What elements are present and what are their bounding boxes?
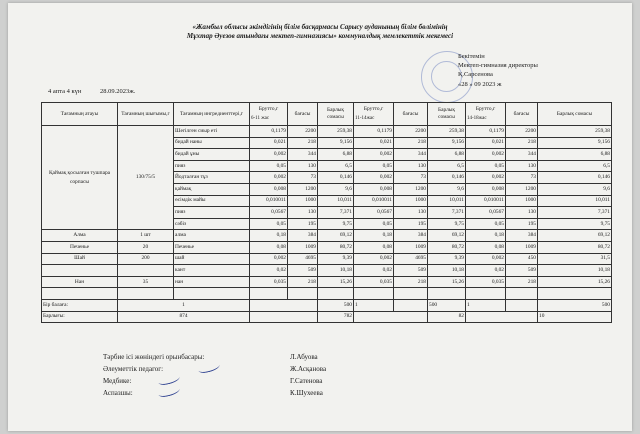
table-cell: 0,08: [354, 241, 394, 253]
table-cell: 0,0567: [466, 207, 506, 219]
handwritten-signature: [157, 385, 180, 398]
dish-yield: 35: [118, 276, 174, 288]
table-cell: 0,002: [354, 253, 394, 265]
table-row: [42, 126, 612, 138]
table-cell: 0,146: [538, 172, 612, 184]
table-cell: 0,05: [466, 218, 506, 230]
table-cell: 9,39: [318, 253, 354, 265]
signature-role-3: Медбике:: [103, 377, 132, 385]
table-cell: 0,1179: [354, 126, 394, 138]
signature-role-4: Аспазшы:: [103, 389, 133, 397]
table-cell: [506, 299, 538, 311]
table-cell: 2200: [288, 126, 318, 138]
table-cell: 0,02: [466, 265, 506, 277]
table-cell: 0,021: [354, 137, 394, 149]
handwritten-signature: [197, 361, 220, 374]
table-cell: 0,002: [466, 149, 506, 161]
column-header: бағасы: [288, 103, 318, 126]
age-group-label: 11-14жас: [355, 116, 375, 121]
table-cell: 0,08: [466, 241, 506, 253]
dish-name: Шай: [42, 253, 118, 265]
table-cell: 384: [394, 230, 428, 242]
column-header: бағасы: [506, 103, 538, 126]
table-cell: 9,6: [428, 183, 466, 195]
table-cell: 0,18: [250, 230, 288, 242]
table-cell: қаймақ: [174, 183, 250, 195]
table-cell: 1200: [288, 183, 318, 195]
table-cell: [466, 288, 506, 300]
table-cell: 4695: [394, 253, 428, 265]
table-cell: 80,72: [538, 241, 612, 253]
table-cell: 218: [288, 276, 318, 288]
table-cell: 384: [506, 230, 538, 242]
table-cell: 9,156: [318, 137, 354, 149]
table-cell: [118, 288, 174, 300]
table-cell: 7,371: [318, 207, 354, 219]
table-cell: 9,156: [428, 137, 466, 149]
table-cell: 384: [288, 230, 318, 242]
table-cell: 2200: [394, 126, 428, 138]
approval-name: Қ.Сарсенова: [458, 71, 493, 78]
dish-name: Нан: [42, 276, 118, 288]
table-cell: 2200: [506, 126, 538, 138]
table-row: [42, 288, 612, 300]
table-cell: 15,26: [538, 276, 612, 288]
menu-date: 28.09.2023ж.: [100, 88, 136, 95]
dish-name: Қаймақ қосылған тушпара сорпасы: [42, 126, 118, 230]
table-cell: 195: [288, 218, 318, 230]
table-cell: 0,002: [354, 172, 394, 184]
table-cell: 259,38: [538, 126, 612, 138]
table-cell: 344: [506, 149, 538, 161]
dish-yield: 1 шт: [118, 230, 174, 242]
column-header: Барлық сомасы: [318, 103, 354, 126]
table-row: [42, 265, 612, 277]
column-header: Барлық сомасы: [538, 103, 612, 126]
table-cell: 344: [288, 149, 318, 161]
table-row: [42, 276, 612, 288]
per-child-row: [42, 299, 612, 311]
table-cell: 0,18: [354, 230, 394, 242]
table-cell: 10: [538, 311, 612, 323]
table-cell: 218: [506, 137, 538, 149]
table-cell: 509: [288, 265, 318, 277]
table-cell: 509: [394, 265, 428, 277]
dish-name: [42, 265, 118, 277]
table-cell: 130: [288, 207, 318, 219]
table-cell: 0,02: [354, 265, 394, 277]
total-row: [42, 311, 612, 323]
menu-table: [41, 102, 612, 323]
age-group-label: 6-11 жас: [251, 116, 270, 121]
ingredient: алма: [174, 230, 250, 242]
header-line-2: Мұхтар Әуезов атындағы мектеп-гимназиясы» коммуналдық мемлекеттік мекемесі: [186, 32, 454, 40]
table-cell: 0,0567: [250, 207, 288, 219]
signature-name-4: К.Шухеева: [290, 389, 323, 397]
signature-role-1: Тәрбие ісі жөніндегі орынбасары:: [103, 353, 205, 361]
table-cell: 0,002: [466, 253, 506, 265]
table-cell: [506, 288, 538, 300]
table-cell: 0,035: [466, 276, 506, 288]
table-cell: 80,72: [318, 241, 354, 253]
ingredient: кант: [174, 265, 250, 277]
table-cell: 782: [318, 311, 354, 323]
table-cell: 0,05: [354, 218, 394, 230]
table-cell: 130: [506, 160, 538, 172]
table-cell: 218: [288, 137, 318, 149]
table-cell: 218: [394, 276, 428, 288]
table-cell: пияз: [174, 160, 250, 172]
table-cell: 69,12: [538, 230, 612, 242]
table-cell: 69,12: [428, 230, 466, 242]
approval-date: «28 » 09 2023 ж: [458, 81, 502, 88]
menu-document: [8, 3, 632, 431]
table-cell: [42, 288, 118, 300]
table-cell: 6,88: [538, 149, 612, 161]
table-cell: 130: [288, 160, 318, 172]
row-label: Барлығы:: [42, 311, 118, 323]
table-cell: 0,010011: [250, 195, 288, 207]
day-label: 4 апта 4 күн: [48, 88, 82, 95]
signature-name-1: Л.Абуова: [290, 353, 318, 361]
dish-yield: 130/75/5: [118, 126, 174, 230]
table-cell: 73: [506, 172, 538, 184]
table-cell: 509: [506, 265, 538, 277]
table-cell: 195: [506, 218, 538, 230]
table-cell: 15,26: [318, 276, 354, 288]
dish-yield: 20: [118, 241, 174, 253]
table-cell: 1: [354, 299, 394, 311]
table-cell: 0,08: [250, 241, 288, 253]
dish-yield: [118, 265, 174, 277]
table-cell: пияз: [174, 207, 250, 219]
table-cell: 6,88: [318, 149, 354, 161]
table-cell: 450: [506, 253, 538, 265]
table-cell: 0,002: [250, 253, 288, 265]
table-cell: 0,0567: [354, 207, 394, 219]
table-cell: 73: [288, 172, 318, 184]
table-cell: 10,18: [538, 265, 612, 277]
table-cell: [318, 288, 354, 300]
table-cell: [538, 288, 612, 300]
table-cell: 259,38: [318, 126, 354, 138]
row-label: Бір балаға:: [42, 299, 118, 311]
table-cell: 0,1179: [250, 126, 288, 138]
column-header: Барлық сомасы: [428, 103, 466, 126]
table-cell: 195: [394, 218, 428, 230]
table-cell: 73: [394, 172, 428, 184]
column-header: Брутто,г 11-14жас: [354, 103, 394, 126]
table-cell: 10,011: [538, 195, 612, 207]
table-cell: 0,021: [466, 137, 506, 149]
table-cell: [174, 288, 250, 300]
table-cell: 9,156: [538, 137, 612, 149]
table-cell: 218: [506, 276, 538, 288]
table-cell: 130: [506, 207, 538, 219]
table-cell: 259,38: [428, 126, 466, 138]
table-cell: 15,26: [428, 276, 466, 288]
table-cell: 0,05: [250, 160, 288, 172]
table-cell: 0,008: [354, 183, 394, 195]
column-header: Брутто,г 14-18жас: [466, 103, 506, 126]
table-cell: 31,5: [538, 253, 612, 265]
column-header: Тағамның атауы: [42, 103, 118, 126]
table-cell: 82: [428, 311, 466, 323]
table-cell: 9,39: [428, 253, 466, 265]
table-cell: 7,371: [538, 207, 612, 219]
table-cell: [394, 299, 428, 311]
table-cell: 6,88: [428, 149, 466, 161]
table-cell: 0,010011: [354, 195, 394, 207]
ingredient: нан: [174, 276, 250, 288]
table-cell: [466, 311, 538, 323]
table-cell: 10,011: [318, 195, 354, 207]
table-cell: Йодталған тұз: [174, 172, 250, 184]
table-cell: 1009: [288, 241, 318, 253]
table-cell: 9,6: [538, 183, 612, 195]
table-cell: 344: [394, 149, 428, 161]
dish-yield: 200: [118, 253, 174, 265]
table-cell: [288, 288, 318, 300]
table-cell: 4695: [288, 253, 318, 265]
table-cell: 9,75: [318, 218, 354, 230]
approval-title: Бекітемін: [458, 53, 485, 60]
table-cell: [250, 288, 288, 300]
table-cell: 0,002: [354, 149, 394, 161]
table-cell: 0,05: [466, 160, 506, 172]
ingredient: Печенье: [174, 241, 250, 253]
table-cell: 0,18: [466, 230, 506, 242]
table-cell: 0,035: [354, 276, 394, 288]
table-cell: 874: [118, 311, 250, 323]
dish-name: Печенье: [42, 241, 118, 253]
signature-role-2: Әлеуметтік педагог:: [103, 365, 164, 373]
table-cell: 80,72: [428, 241, 466, 253]
table-cell: 0,05: [250, 218, 288, 230]
table-cell: 500: [318, 299, 354, 311]
table-cell: 6,5: [318, 160, 354, 172]
table-cell: Шегілген сиыр еті: [174, 126, 250, 138]
table-cell: [394, 288, 428, 300]
approval-position: Мектеп-гимназия директоры: [458, 62, 538, 69]
table-cell: 500: [428, 299, 466, 311]
table-cell: 0,021: [250, 137, 288, 149]
table-cell: 1200: [506, 183, 538, 195]
table-cell: 1000: [394, 195, 428, 207]
table-cell: 1000: [288, 195, 318, 207]
table-cell: 0,02: [250, 265, 288, 277]
table-cell: 1: [466, 299, 506, 311]
table-row: [42, 253, 612, 265]
table-cell: 1200: [394, 183, 428, 195]
table-cell: 1009: [394, 241, 428, 253]
table-row: [42, 241, 612, 253]
table-cell: 0,1179: [466, 126, 506, 138]
table-cell: өсімдік майы: [174, 195, 250, 207]
table-cell: 10,18: [428, 265, 466, 277]
table-cell: бидай наны: [174, 137, 250, 149]
table-cell: 10,18: [318, 265, 354, 277]
table-cell: 9,75: [428, 218, 466, 230]
table-cell: 0,002: [250, 172, 288, 184]
table-cell: 1009: [506, 241, 538, 253]
table-cell: 130: [394, 207, 428, 219]
table-cell: [354, 311, 428, 323]
table-cell: [354, 288, 394, 300]
table-cell: 1: [118, 299, 250, 311]
table-cell: 6,5: [428, 160, 466, 172]
table-cell: 0,008: [466, 183, 506, 195]
table-cell: 130: [394, 160, 428, 172]
table-cell: [250, 311, 318, 323]
header-row: [42, 103, 612, 126]
table-cell: 0,146: [428, 172, 466, 184]
age-group-label: 14-18жас: [467, 116, 487, 121]
table-cell: 1000: [506, 195, 538, 207]
table-cell: 0,008: [250, 183, 288, 195]
header-line-1: «Жамбыл облысы әкімдігінің білім басқармасы Сарысу ауданының білім бөлімінің: [192, 23, 448, 31]
table-cell: 500: [538, 299, 612, 311]
table-cell: 0,002: [250, 149, 288, 161]
table-cell: 0,010011: [466, 195, 506, 207]
table-cell: 7,371: [428, 207, 466, 219]
table-cell: 0,002: [466, 172, 506, 184]
table-cell: бидай ұны: [174, 149, 250, 161]
column-header: бағасы: [394, 103, 428, 126]
table-cell: 218: [394, 137, 428, 149]
table-cell: 10,011: [428, 195, 466, 207]
table-cell: 9,75: [538, 218, 612, 230]
table-cell: 0,146: [318, 172, 354, 184]
table-row: [42, 230, 612, 242]
signature-name-2: Ж.Асқанова: [290, 365, 327, 373]
ingredient: шай: [174, 253, 250, 265]
table-cell: 6,5: [538, 160, 612, 172]
column-header: Тағамның шығымы,г: [118, 103, 174, 126]
table-cell: 69,12: [318, 230, 354, 242]
table-cell: 0,035: [250, 276, 288, 288]
column-header: Тағамның ингредиенттері,г: [174, 103, 250, 126]
table-cell: 9,6: [318, 183, 354, 195]
table-cell: 0,05: [354, 160, 394, 172]
dish-name: Алма: [42, 230, 118, 242]
signature-name-3: Г.Сатенова: [290, 377, 323, 385]
table-cell: сәбіз: [174, 218, 250, 230]
table-cell: [250, 299, 318, 311]
table-cell: [428, 288, 466, 300]
column-header: Брутто,г 6-11 жас: [250, 103, 288, 126]
